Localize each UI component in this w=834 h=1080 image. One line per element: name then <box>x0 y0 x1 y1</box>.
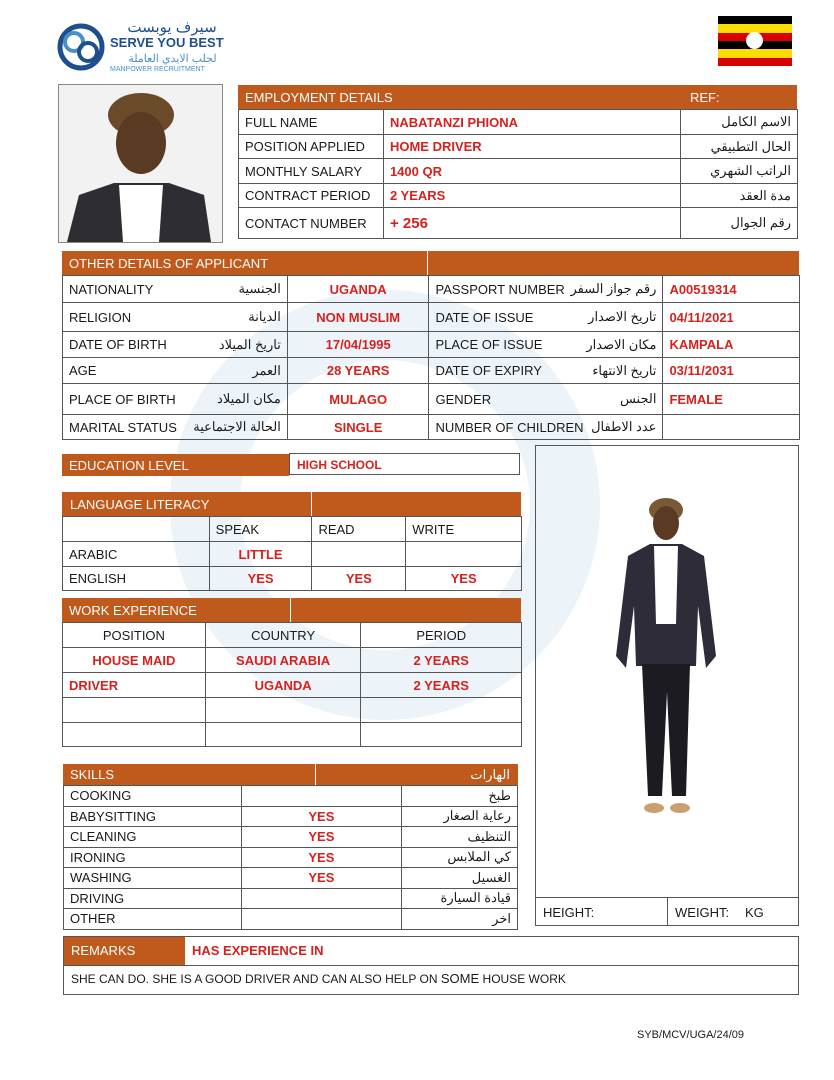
passport-field-label <box>429 332 663 358</box>
table-row <box>63 384 800 415</box>
table-row <box>239 184 798 208</box>
table-row <box>64 909 518 930</box>
table-row <box>63 415 800 440</box>
work-country <box>205 723 361 747</box>
logo-tagline: MANPOWER RECRUITMENT <box>110 66 205 73</box>
passport-field-value: 03/11/2031 <box>663 358 800 384</box>
write-header: WRITE <box>406 517 522 542</box>
skill-value <box>241 786 401 807</box>
applicant-field-value: SINGLE <box>287 415 429 440</box>
language-literacy-bar <box>62 492 521 516</box>
logo-arabic-sub: لجلب الايدي العاملة <box>128 53 217 65</box>
employment-details-title: EMPLOYMENT DETAILS <box>245 90 393 105</box>
language-table <box>62 516 522 591</box>
work-period <box>361 723 522 747</box>
passport-field-label <box>429 415 663 440</box>
speak-value: YES <box>209 567 312 591</box>
applicant-field-label <box>63 358 288 384</box>
table-row <box>63 698 522 723</box>
read-header: READ <box>312 517 406 542</box>
skill-value: YES <box>241 847 401 868</box>
table-row <box>64 786 518 807</box>
field-label-ar: عدد الاطفال <box>591 419 657 434</box>
table-row <box>239 208 798 239</box>
passport-field-value: 04/11/2021 <box>663 303 800 332</box>
crane-emblem-icon <box>746 32 763 49</box>
read-value: YES <box>312 567 406 591</box>
field-label-ar: الديانة <box>248 309 281 324</box>
passport-field-value: FEMALE <box>663 384 800 415</box>
other-details-table <box>62 275 800 440</box>
skills-bar <box>63 764 518 785</box>
remarks-label: REMARKS <box>71 943 136 958</box>
table-row <box>63 303 800 332</box>
skill-name: WASHING <box>64 868 242 889</box>
work-position: HOUSE MAID <box>63 648 206 673</box>
contact-number-arabic: رقم الجوال <box>681 208 798 239</box>
field-label-en: AGE <box>69 363 97 378</box>
passport-field-label <box>429 276 663 303</box>
skills-title: SKILLS <box>70 767 115 782</box>
full-body-photo-box <box>535 445 799 926</box>
field-label-ar: مكان الاصدار <box>586 336 657 352</box>
passport-field-label <box>429 358 663 384</box>
field-label-ar: الجنس <box>619 391 657 406</box>
field-label-ar: العمر <box>252 362 281 378</box>
passport-field-value: KAMPALA <box>663 332 800 358</box>
remarks-text-bold: SOME <box>440 971 480 986</box>
monthly-salary-value: 1400 QR <box>383 159 680 184</box>
applicant-field-value: UGANDA <box>287 276 429 303</box>
skill-name: COOKING <box>64 786 242 807</box>
weight-unit: KG <box>745 905 764 920</box>
skill-value: YES <box>241 806 401 827</box>
skill-name: DRIVING <box>64 888 242 909</box>
position-applied-arabic: الحال التطبيقي <box>681 135 798 159</box>
work-experience-title: WORK EXPERIENCE <box>69 603 197 618</box>
full-name-arabic: الاسم الكامل <box>681 110 798 135</box>
logo-knot-icon <box>56 20 106 74</box>
uganda-flag <box>718 16 792 66</box>
table-row <box>64 806 518 827</box>
table-row <box>63 276 800 303</box>
skills-title-arabic: الهارات <box>470 767 510 782</box>
work-period: 2 YEARS <box>361 648 522 673</box>
position-applied-label: POSITION APPLIED <box>239 135 384 159</box>
field-label-en: DATE OF EXPIRY <box>435 363 542 378</box>
applicant-field-label <box>63 332 288 358</box>
field-label-en: MARITAL STATUS <box>69 419 177 435</box>
applicant-field-value: MULAGO <box>287 384 429 415</box>
table-row <box>63 648 522 673</box>
skill-value: YES <box>241 868 401 889</box>
skill-arabic: التنظيف <box>402 827 518 848</box>
remarks-value: HAS EXPERIENCE IN <box>192 943 324 958</box>
work-position <box>63 698 206 723</box>
skill-arabic: الغسيل <box>402 868 518 889</box>
education-level-label: EDUCATION LEVEL <box>69 458 189 473</box>
logo-name: SERVE YOU BEST <box>110 35 224 50</box>
work-period: 2 YEARS <box>361 673 522 698</box>
employment-details-bar <box>238 85 797 109</box>
position-applied-value: HOME DRIVER <box>383 135 680 159</box>
field-label-ar: رقم جواز السفر <box>570 281 657 296</box>
read-value <box>312 542 406 567</box>
position-header: POSITION <box>63 623 206 648</box>
work-country <box>205 698 361 723</box>
contract-period-value: 2 YEARS <box>383 184 680 208</box>
language-literacy-title: LANGUAGE LITERACY <box>70 497 210 512</box>
skill-arabic: اخر <box>402 909 518 930</box>
logo-arabic: سيرف يوبست <box>127 19 217 36</box>
table-row <box>63 358 800 384</box>
applicant-field-label <box>63 276 288 303</box>
field-label-ar: تاريخ الاصدار <box>588 309 657 324</box>
field-label-en: NUMBER OF CHILDREN <box>435 419 584 435</box>
skill-arabic: كي الملابس <box>402 847 518 868</box>
country-header: COUNTRY <box>205 623 361 648</box>
education-level-bar <box>62 454 289 476</box>
field-label-en: DATE OF BIRTH <box>69 337 167 352</box>
field-label-en: RELIGION <box>69 309 132 325</box>
table-row <box>63 723 522 747</box>
contact-number-value: + 256 <box>383 208 680 239</box>
contract-period-label: CONTRACT PERIOD <box>239 184 384 208</box>
skill-value: YES <box>241 827 401 848</box>
table-row <box>63 542 522 567</box>
skill-arabic: طبخ <box>402 786 518 807</box>
contract-period-arabic: مدة العقد <box>681 184 798 208</box>
speak-header: SPEAK <box>209 517 312 542</box>
language-name: ENGLISH <box>63 567 210 591</box>
skills-table <box>63 785 518 930</box>
education-level-value: HIGH SCHOOL <box>289 453 520 475</box>
skill-arabic: قيادة السيارة <box>402 888 518 909</box>
work-country: SAUDI ARABIA <box>205 648 361 673</box>
field-label-ar: تاريخ الانتهاء <box>592 362 657 378</box>
remarks-label-bar <box>64 937 185 965</box>
applicant-field-label <box>63 303 288 332</box>
field-label-ar: تاريخ الميلاد <box>218 336 281 352</box>
field-label-ar: مكان الميلاد <box>217 391 281 406</box>
table-row <box>63 517 522 542</box>
applicant-field-value: 28 YEARS <box>287 358 429 384</box>
employment-table <box>238 109 798 239</box>
applicant-field-value: NON MUSLIM <box>287 303 429 332</box>
field-label-ar: الجنسية <box>238 281 281 296</box>
period-header: PERIOD <box>361 623 522 648</box>
passport-field-label <box>429 303 663 332</box>
weight-label: WEIGHT: <box>675 905 730 920</box>
skill-value <box>241 909 401 930</box>
write-value <box>406 542 522 567</box>
height-label: HEIGHT: <box>543 905 595 920</box>
applicant-full-body-photo <box>606 496 726 821</box>
table-row <box>239 135 798 159</box>
applicant-field-label <box>63 415 288 440</box>
work-experience-bar <box>62 598 521 622</box>
language-header-blank <box>63 517 210 542</box>
table-row <box>63 673 522 698</box>
skill-name: CLEANING <box>64 827 242 848</box>
work-country: UGANDA <box>205 673 361 698</box>
language-name: ARABIC <box>63 542 210 567</box>
table-row <box>239 159 798 184</box>
write-value: YES <box>406 567 522 591</box>
table-row <box>64 868 518 889</box>
passport-field-label <box>429 384 663 415</box>
speak-value: LITTLE <box>209 542 312 567</box>
table-row <box>239 110 798 135</box>
work-position: DRIVER <box>63 673 206 698</box>
table-row <box>63 623 522 648</box>
table-row <box>63 567 522 591</box>
contact-number-label: CONTACT NUMBER <box>239 208 384 239</box>
remarks-text <box>71 971 566 986</box>
field-label-en: PLACE OF BIRTH <box>69 391 176 407</box>
full-name-value: NABATANZI PHIONA <box>383 110 680 135</box>
other-details-title: OTHER DETAILS OF APPLICANT <box>69 256 269 271</box>
skill-name: BABYSITTING <box>64 806 242 827</box>
work-period <box>361 698 522 723</box>
skill-name: OTHER <box>64 909 242 930</box>
table-row <box>64 847 518 868</box>
remarks-text-post: HOUSE WORK <box>479 972 566 986</box>
skill-name: IRONING <box>64 847 242 868</box>
passport-field-value: A00519314 <box>663 276 800 303</box>
field-label-en: PASSPORT NUMBER <box>435 281 565 297</box>
passport-field-value <box>663 415 800 440</box>
monthly-salary-label: MONTHLY SALARY <box>239 159 384 184</box>
field-label-en: GENDER <box>435 391 492 407</box>
table-row <box>64 888 518 909</box>
ref-label: REF: <box>690 90 720 105</box>
applicant-field-label <box>63 384 288 415</box>
field-label-en: PLACE OF ISSUE <box>435 337 543 352</box>
full-name-label: FULL NAME <box>239 110 384 135</box>
skill-arabic: رعاية الصغار <box>402 806 518 827</box>
monthly-salary-arabic: الراتب الشهري <box>681 159 798 184</box>
table-row <box>64 827 518 848</box>
skill-value <box>241 888 401 909</box>
applicant-field-value: 17/04/1995 <box>287 332 429 358</box>
remarks-box <box>63 936 799 995</box>
work-experience-table <box>62 622 522 747</box>
company-logo <box>56 18 226 78</box>
work-position <box>63 723 206 747</box>
other-details-bar <box>62 251 799 275</box>
document-code: SYB/MCV/UGA/24/09 <box>637 1029 744 1041</box>
field-label-en: DATE OF ISSUE <box>435 309 534 325</box>
table-row <box>63 332 800 358</box>
field-label-ar: الحالة الاجتماعية <box>193 419 281 434</box>
field-label-en: NATIONALITY <box>69 281 154 297</box>
remarks-text-pre: SHE CAN DO. SHE IS A GOOD DRIVER AND CAN ALSO HELP ON <box>71 972 441 986</box>
height-weight-row <box>536 897 798 926</box>
applicant-portrait-photo <box>58 84 223 243</box>
